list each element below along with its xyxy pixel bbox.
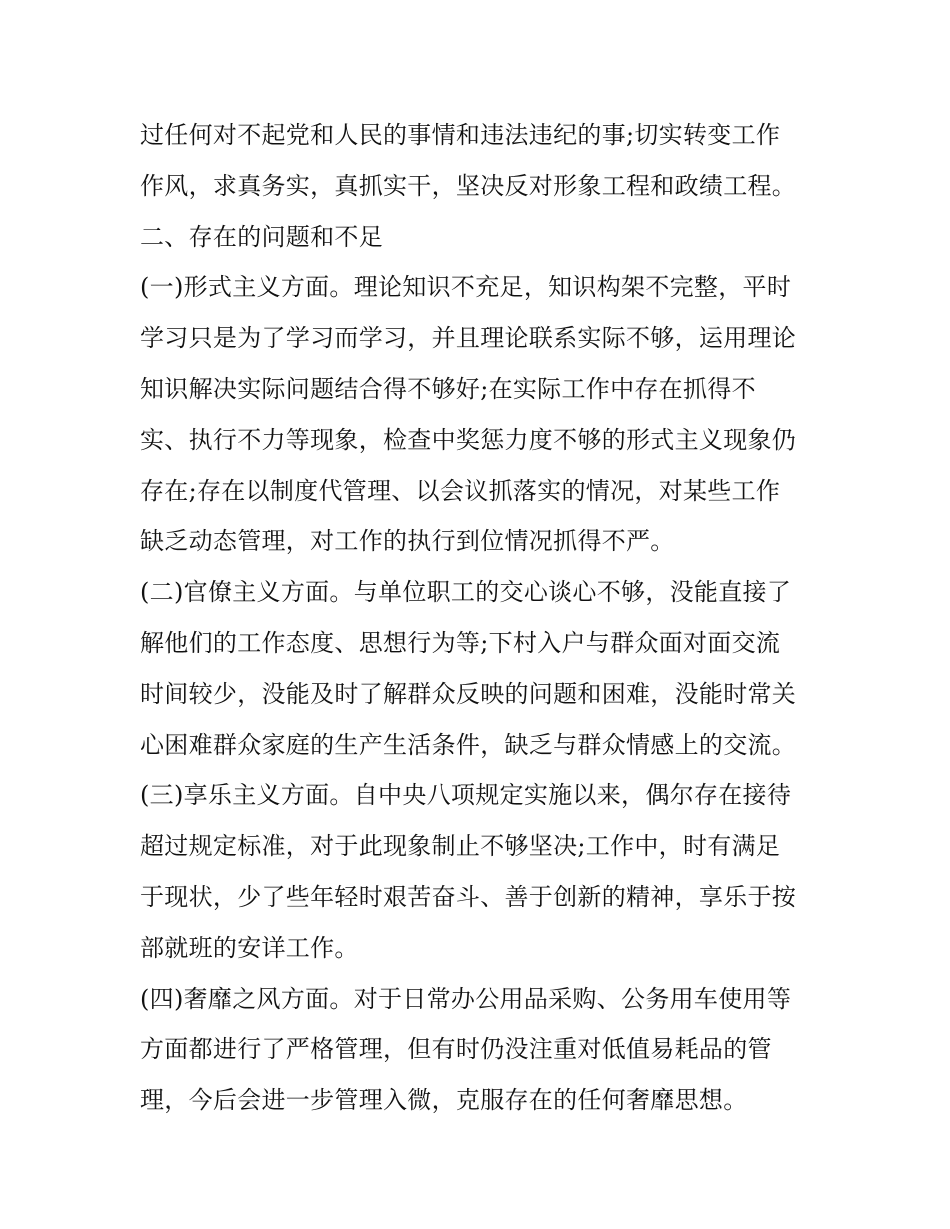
text-line: 作风，求真务实，真抓实干，坚决反对形象工程和政绩工程。 — [140, 171, 797, 200]
text-line: 过任何对不起党和人民的事情和违法违纪的事;切实转变工作 — [140, 121, 781, 149]
text-line: (四)奢靡之风方面。对于日常办公用品采购、公务用车使用等 — [140, 984, 792, 1013]
text-line: 心困难群众家庭的生产生活条件，缺乏与群众情感上的交流。 — [140, 730, 797, 759]
text-line: 于现状，少了些年轻时艰苦奋斗、善于创新的精神，享乐于按 — [140, 882, 797, 911]
text-line: 部就班的安详工作。 — [140, 933, 359, 962]
section-heading: 二、存在的问题和不足 — [140, 222, 383, 251]
text-line: 知识解决实际问题结合得不够好;在实际工作中存在抓得不 — [140, 374, 756, 403]
text-line: 存在;存在以制度代管理、以会议抓落实的情况，对某些工作 — [140, 476, 781, 505]
text-line: (一)形式主义方面。理论知识不充足，知识构架不完整，平时 — [140, 273, 792, 302]
document-body — [140, 110, 830, 1126]
text-line: 时间较少，没能及时了解群众反映的问题和困难，没能时常关 — [140, 679, 797, 708]
text-line: 方面都进行了严格管理，但有时仍没注重对低值易耗品的管 — [140, 1035, 772, 1064]
text-line: (三)享乐主义方面。自中央八项规定实施以来，偶尔存在接待 — [140, 781, 792, 810]
text-line: 超过规定标准，对于此现象制止不够坚决;工作中，时有满足 — [140, 832, 781, 861]
text-line: 实、执行不力等现象，检查中奖惩力度不够的形式主义现象仍 — [140, 425, 797, 454]
text-line: 理，今后会进一步管理入微，克服存在的任何奢靡思想。 — [140, 1086, 748, 1115]
text-line: (二)官僚主义方面。与单位职工的交心谈心不够，没能直接了 — [140, 578, 792, 607]
text-line: 缺乏动态管理，对工作的执行到位情况抓得不严。 — [140, 527, 675, 556]
text-line: 学习只是为了学习而学习，并且理论联系实际不够，运用理论 — [140, 324, 797, 353]
text-line: 解他们的工作态度、思想行为等;下村入户与群众面对面交流 — [140, 628, 781, 657]
